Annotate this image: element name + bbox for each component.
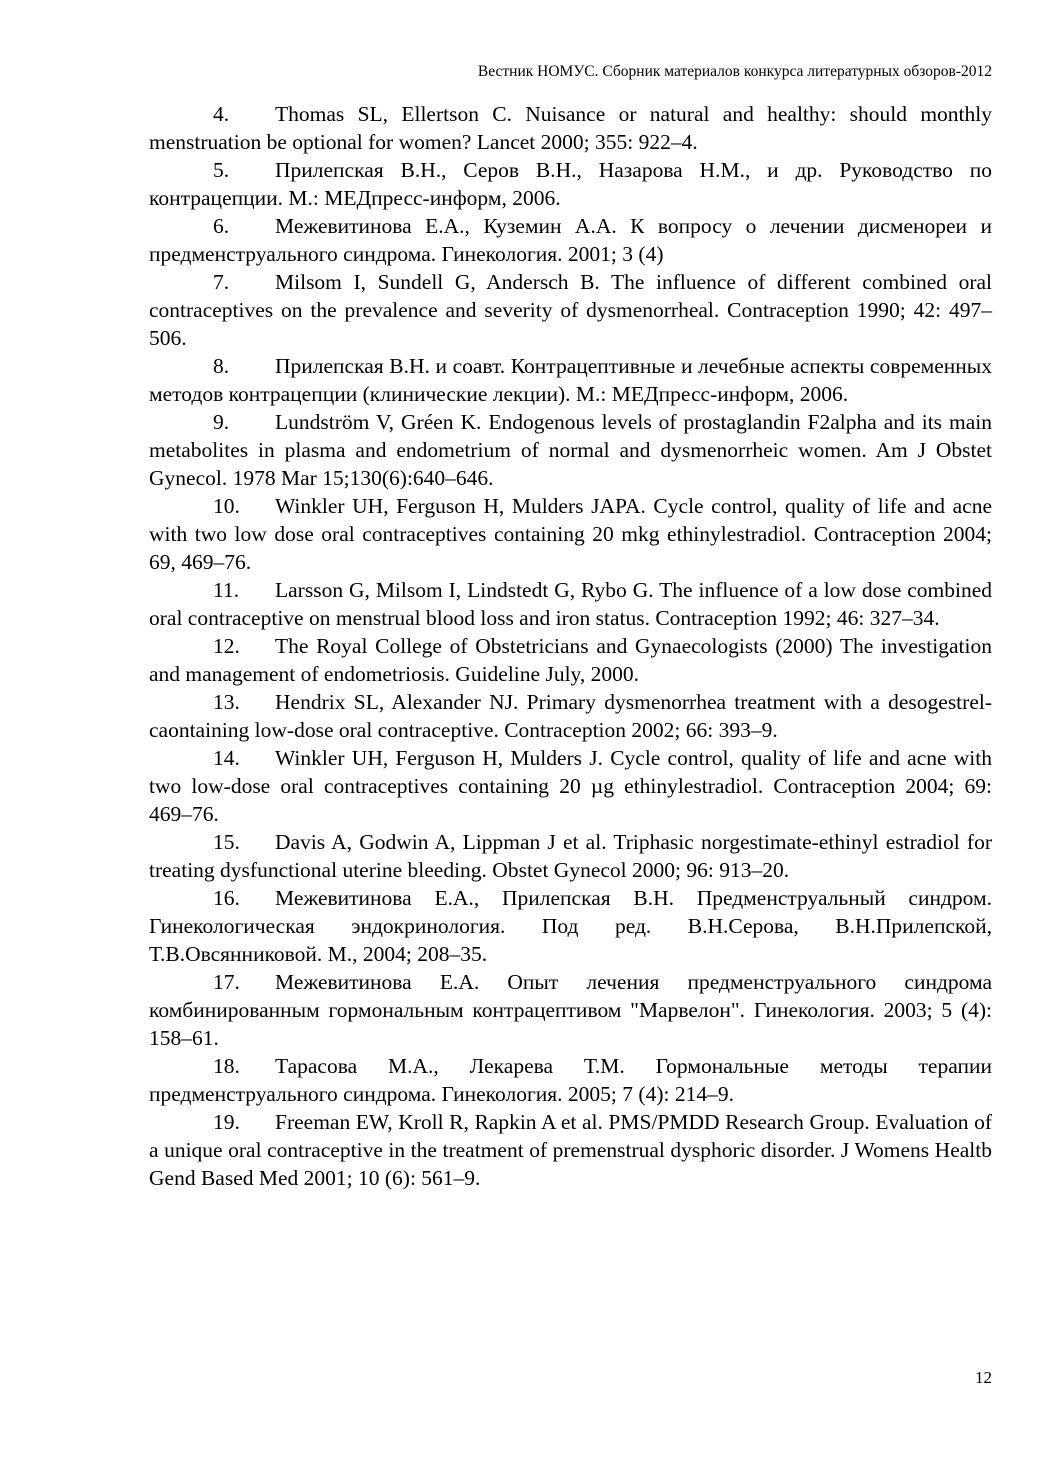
reference-item xyxy=(149,884,992,968)
reference-item xyxy=(149,968,992,1052)
reference-text: Lundström V, Gréen K. Endogenous levels of prostaglandin F2alpha and its main metabolites in plasma and endometrium of normal and dysmenorrheic women. Am J Obstet Gynecol. 1978 Mar 15;130(6):640–646. xyxy=(149,410,992,490)
reference-text: Прилепская В.Н. и соавт. Контрацептивные и лечебные аспекты современных методов контрацепции (клинические лекции). М.: МЕДпресс-информ, 2006. xyxy=(149,354,992,406)
reference-text: Тарасова М.А., Лекарева Т.М. Гормональные методы терапии предменструального синдрома. Гинекология. 2005; 7 (4): 214–9. xyxy=(149,1054,992,1106)
reference-item xyxy=(149,632,992,688)
reference-text: Межевитинова Е.А. Опыт лечения предменструального синдрома комбинированным гормональным контрацептивом "Марвелон". Гинекология. 2003; 5 (4): 158–61. xyxy=(149,970,992,1050)
reference-item xyxy=(149,744,992,828)
reference-text: Winkler UH, Ferguson H, Mulders J. Cycle control, quality of life and acne with two low-dose oral contraceptives containing 20 µg ethinylestradiol. Contraception 2004; 69: 469–76. xyxy=(149,746,992,826)
reference-number: 15. xyxy=(213,830,240,854)
reference-text: Hendrix SL, Alexander NJ. Primary dysmenorrhea treatment with a desogestrel-caontaining low-dose oral contraceptive. Contraception 2002; 66: 393–9. xyxy=(149,690,992,742)
reference-item xyxy=(149,268,992,352)
reference-item xyxy=(149,492,992,576)
reference-text: Larsson G, Milsom I, Lindstedt G, Rybo G. The influence of a low dose combined oral contraceptive on menstrual blood loss and iron status. Contraception 1992; 46: 327–34. xyxy=(149,578,992,630)
reference-text: The Royal College of Obstetricians and Gynaecologists (2000) The investigation and management of endometriosis. Guideline July, 2000. xyxy=(149,634,992,686)
reference-number: 11. xyxy=(213,578,240,602)
reference-item xyxy=(149,1052,992,1108)
reference-number: 19. xyxy=(213,1110,240,1134)
reference-text: Прилепская В.Н., Серов В.Н., Назарова Н.М., и др. Руководство по контрацепции. М.: МЕДпресс-информ, 2006. xyxy=(149,158,992,210)
reference-number: 12. xyxy=(213,634,240,658)
reference-item xyxy=(149,828,992,884)
reference-text: Milsom I, Sundell G, Andersch B. The influence of different combined oral contraceptives on the prevalence and severity of dysmenorrheal. Contraception 1990; 42: 497–506. xyxy=(149,270,992,350)
reference-number: 18. xyxy=(213,1054,240,1078)
reference-number: 8. xyxy=(213,354,230,378)
reference-item xyxy=(149,1108,992,1192)
reference-item xyxy=(149,212,992,268)
reference-text: Freeman EW, Kroll R, Rapkin A et al. PMS/PMDD Research Group. Evaluation of a unique oral contraceptive in the treatment of premenstrual dysphoric disorder. J Womens Healtb Gend Based Med 2001; 10 (6): 561–9. xyxy=(149,1110,992,1190)
reference-item xyxy=(149,352,992,408)
reference-text: Thomas SL, Ellertson C. Nuisance or natural and healthy: should monthly menstruation be optional for women? Lancet 2000; 355: 922–4. xyxy=(149,102,992,154)
reference-item xyxy=(149,576,992,632)
reference-number: 9. xyxy=(213,410,230,434)
reference-number: 17. xyxy=(213,970,240,994)
reference-number: 16. xyxy=(213,886,240,910)
reference-number: 6. xyxy=(213,214,230,238)
reference-number: 10. xyxy=(213,494,240,518)
reference-item xyxy=(149,408,992,492)
reference-text: Межевитинова Е.А., Прилепская В.Н. Предменструальный синдром. Гинекологическая эндокринология. Под ред. В.Н.Серова, В.Н.Прилепской, Т.В.Овсянниковой. М., 2004; 208–35. xyxy=(149,886,992,966)
reference-list xyxy=(149,100,992,1192)
reference-number: 7. xyxy=(213,270,230,294)
reference-number: 13. xyxy=(213,690,240,714)
reference-item xyxy=(149,688,992,744)
reference-text: Межевитинова Е.А., Куземин А.А. К вопросу о лечении дисменореи и предменструального синдрома. Гинекология. 2001; 3 (4) xyxy=(149,214,992,266)
reference-text: Winkler UH, Ferguson H, Mulders JAPA. Cycle control, quality of life and acne with two low dose oral contraceptives containing 20 mkg ethinylestradiol. Contraception 2004; 69, 469–76. xyxy=(149,494,992,574)
reference-item xyxy=(149,100,992,156)
page-number: 12 xyxy=(975,1368,992,1387)
reference-number: 5. xyxy=(213,158,230,182)
reference-text: Davis A, Godwin A, Lippman J et al. Triphasic norgestimate-ethinyl estradiol for treating dysfunctional uterine bleeding. Obstet Gynecol 2000; 96: 913–20. xyxy=(149,830,992,882)
reference-item xyxy=(149,156,992,212)
running-header: Вестник НОМУС. Сборник материалов конкурса литературных обзоров-2012 xyxy=(477,63,992,80)
reference-number: 14. xyxy=(213,746,240,770)
reference-number: 4. xyxy=(213,102,230,126)
